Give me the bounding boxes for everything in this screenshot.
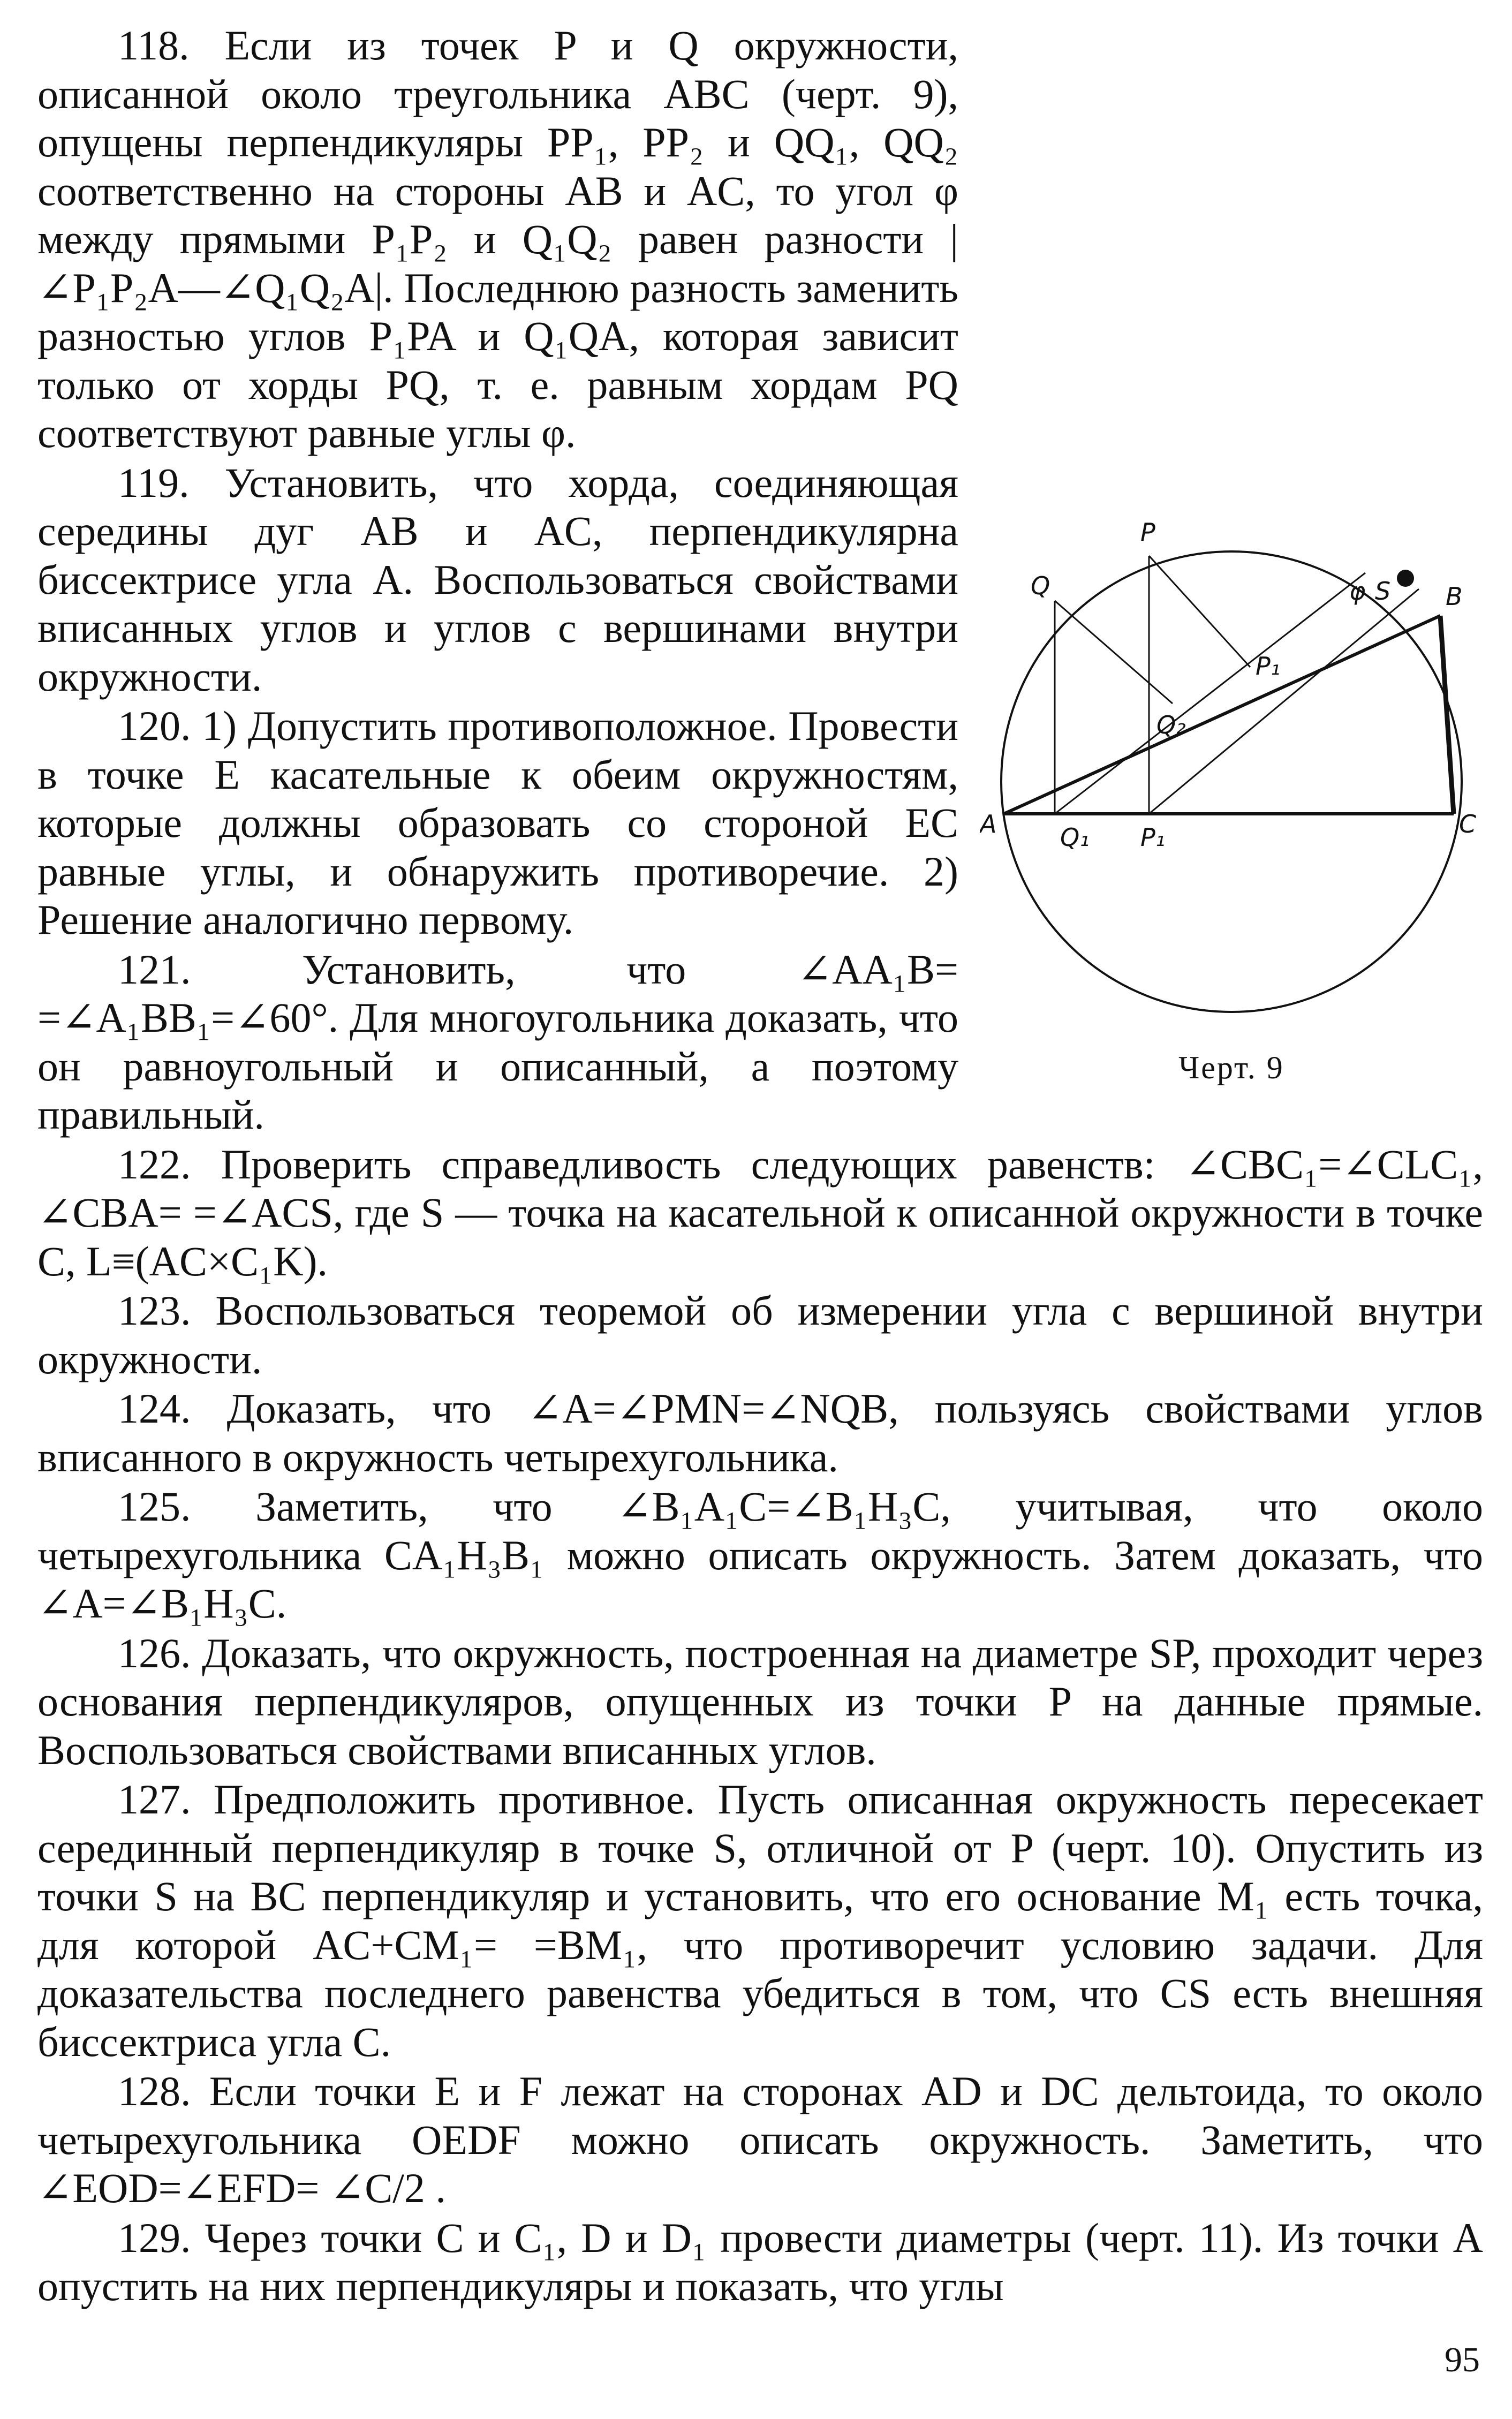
line-q1q2	[1055, 573, 1365, 814]
label-b: B	[1446, 582, 1463, 611]
label-a: A	[980, 810, 997, 838]
perp-pp2	[1149, 556, 1250, 667]
side-ab	[1004, 616, 1440, 814]
paragraph-121: 121. Установить, что ∠AA₁B= =∠A₁BB₁=∠60°. Для многоугольника доказать, что он равноугольный и описанный, а поэтому правильный.	[37, 946, 958, 1138]
line-p1p2	[1149, 589, 1419, 814]
paragraph-129: 129. Через точки C и C₁, D и D₁ провести диаметры (черт. 11). Из точки A опустить на них перпендикуляры и показать, что углы	[37, 2214, 1483, 2309]
label-phi: φ	[1349, 577, 1366, 606]
paragraph-118: 118. Если из точек P и Q окружности, описанной около треугольника ABC (черт. 9), опущены перпендикуляры PP₁, PP₂ и QQ₁, QQ₂ соответственно на стороны AB и AC, то угол φ между прямыми P₁P₂ и Q₁Q₂ равен разности |∠P₁P₂A—∠Q₁Q₂A|. Последнюю разность заменить разностью углов P₁PA и Q₁QA, которая зависит только от хорды PQ, т. е. равным хордам PQ соответствуют равные углы φ.	[37, 22, 958, 456]
page-number: 95	[1445, 2340, 1480, 2379]
perp-qq2	[1055, 601, 1173, 704]
figure-9	[980, 514, 1483, 1122]
figure-9-drawing	[980, 514, 1483, 1049]
label-p2: P₁	[1256, 652, 1281, 681]
paragraph-119: 119. Установить, что хорда, соединяющая середины дуг AB и AC, перпендикулярна биссектрисе угла A. Воспользоваться свойствами вписанных углов и углов с вершинами внутри окружности.	[37, 459, 958, 700]
label-q2: Q₂	[1156, 710, 1186, 739]
label-p: P	[1140, 518, 1155, 547]
paragraph-122: 122. Проверить справедливость следующих равенств: ∠CBC₁=∠CLC₁, ∠CBA= =∠ACS, где S — точка на касательной к описанной окружности в точке C, L≡(AC×C₁K).	[37, 1140, 1483, 1284]
figure-caption: Черт. 9	[1178, 1050, 1284, 1085]
label-q: Q	[1031, 571, 1050, 600]
point-s	[1397, 570, 1414, 587]
label-s: S	[1375, 577, 1391, 606]
label-q1: Q₁	[1060, 823, 1090, 852]
circumcircle	[1001, 551, 1462, 1012]
label-c: C	[1459, 810, 1477, 838]
paragraph-125: 125. Заметить, что ∠B₁A₁C=∠B₁H₃C, учитывая, что около четырехугольника CA₁H₃B₁ можно описать окружность. Затем доказать, что ∠A=∠B₁H₃C.	[37, 1483, 1483, 1627]
paragraph-123: 123. Воспользоваться теоремой об измерении угла с вершиной внутри окружности.	[37, 1287, 1483, 1382]
page	[37, 21, 1483, 2399]
paragraph-126: 126. Доказать, что окружность, построенная на диаметре SP, проходит через основания перпендикуляров, опущенных из точки P на данные прямые. Воспользоваться свойствами вписанных углов.	[37, 1629, 1483, 1773]
paragraph-128: 128. Если точки E и F лежат на сторонах AD и DC дельтоида, то около четырехугольника OEDF можно описать окружность. Заметить, что ∠EOD=∠EFD= ∠C/2 .	[37, 2068, 1483, 2211]
paragraph-127: 127. Предположить противное. Пусть описанная окружность пересекает серединный перпендикуляр в точке S, отличной от P (черт. 10). Опустить из точки S на BC перпендикуляр и установить, что его основание M₁ есть точка, для которой AC+CM₁= =BM₁, что противоречит условию задачи. Для доказательства последнего равенства убедиться в том, что CS есть внешняя биссектриса угла C.	[37, 1776, 1483, 2065]
label-p1: P₁	[1140, 823, 1166, 852]
paragraph-124: 124. Доказать, что ∠A=∠PMN=∠NQB, пользуясь свойствами углов вписанного в окружность четырехугольника.	[37, 1385, 1483, 1480]
paragraph-120: 120. 1) Допустить противоположное. Провести в точке E касательные к обеим окружностям, которые должны образовать со стороной EC равные углы, и обнаружить противоречие. 2) Решение аналогично первому.	[37, 702, 958, 943]
